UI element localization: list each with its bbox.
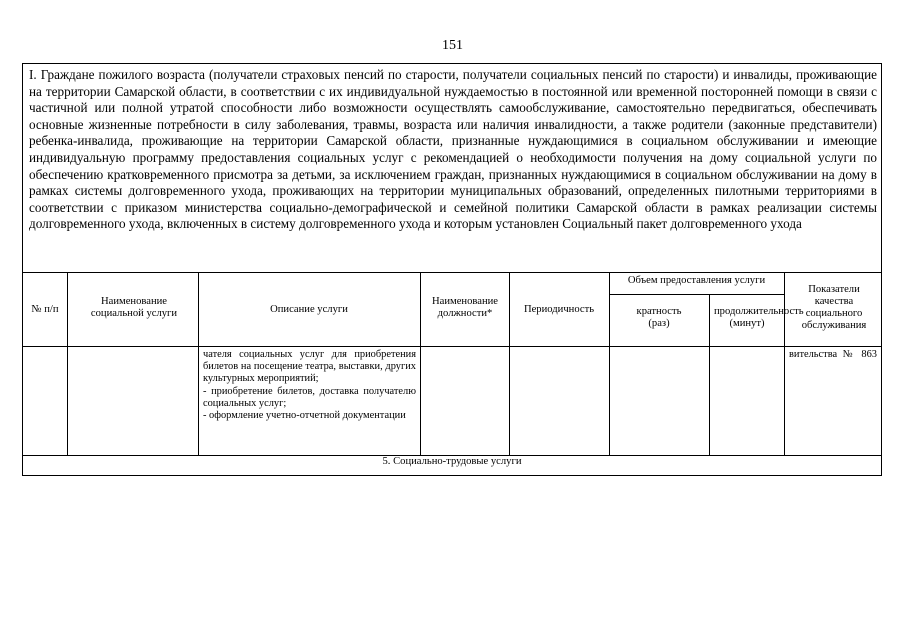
col-divider <box>609 272 610 455</box>
header-position: Наименование должности* <box>432 296 498 319</box>
header-duration: продолжительность (минут) <box>714 306 804 329</box>
col-divider <box>198 272 199 455</box>
services-table <box>22 63 882 476</box>
header-num: № п/п <box>31 304 59 315</box>
header-periodicity: Периодичность <box>523 304 595 315</box>
page-number: 151 <box>442 38 463 53</box>
header-service-name: Наименование социальной услуги <box>90 296 178 319</box>
description-line: чателя социальных услуг для приобретения билетов на посещение театра, выставки, других культурных мероприятий; <box>203 349 416 385</box>
category-intro: I. Граждане пожилого возраста (получатели страховых пенсий по старости, получатели социальных пенсий по старости) и инвалиды, проживающие на территории Самарской области, в соответствии с их индивидуальной нуждаемостью в постоянной или временной посторонней помощи в связи с частичной или полной утратой способности либо возможности осуществлять самообслуживание, самостоятельно передвигаться, обеспечивать основные жизненные потребности в силу заболевания, травмы, возраста или наличия инвалидности, а также родители (законные представители) ребенка-инвалида, проживающие на территории Самарской области, признанные нуждающимися в социальном обслуживании и имеющие индивидуальную программу предоставления социальных услуг с рекомендацией о необходимости получения на дому социальной услуги по обеспечению кратковременного присмотра за детьми, за исключением граждан, признанных нуждающимися в социальном обслуживании на дому в рамках системы долговременного ухода, проживающих на территории муниципальных образований, определенных пилотными территориями в соответствии с приказом министерства социально-демографической и семейной политики Самарской области в рамках реализации системы долговременного ухода, включенных в систему долговременного ухода и которым установлен Социальный пакет долговременного ухода <box>29 67 877 232</box>
section-title: 5. Социально-трудовые услуги <box>382 456 522 467</box>
description-line: - приобретение билетов, доставка получателю социальных услуг; <box>203 385 416 409</box>
header-description: Описание услуги <box>270 304 348 315</box>
col-divider <box>784 272 785 455</box>
col-divider <box>67 272 68 455</box>
quality-cell <box>789 349 877 361</box>
header-frequency: кратность (раз) <box>636 306 682 329</box>
header-top-rule <box>23 272 881 273</box>
quality-text: вительства № 863 <box>789 349 877 360</box>
header-bottom-rule <box>23 346 881 347</box>
description-line: - оформление учетно-отчетной документации <box>203 410 406 422</box>
header-quality: Показатели качества социального обслуживания <box>801 284 867 331</box>
description-cell <box>203 349 416 422</box>
header-volume: Объем предоставления услуги <box>627 275 766 286</box>
col-divider <box>420 272 421 455</box>
volume-subheader-rule <box>609 294 784 295</box>
col-divider <box>709 294 710 455</box>
col-divider <box>509 272 510 455</box>
